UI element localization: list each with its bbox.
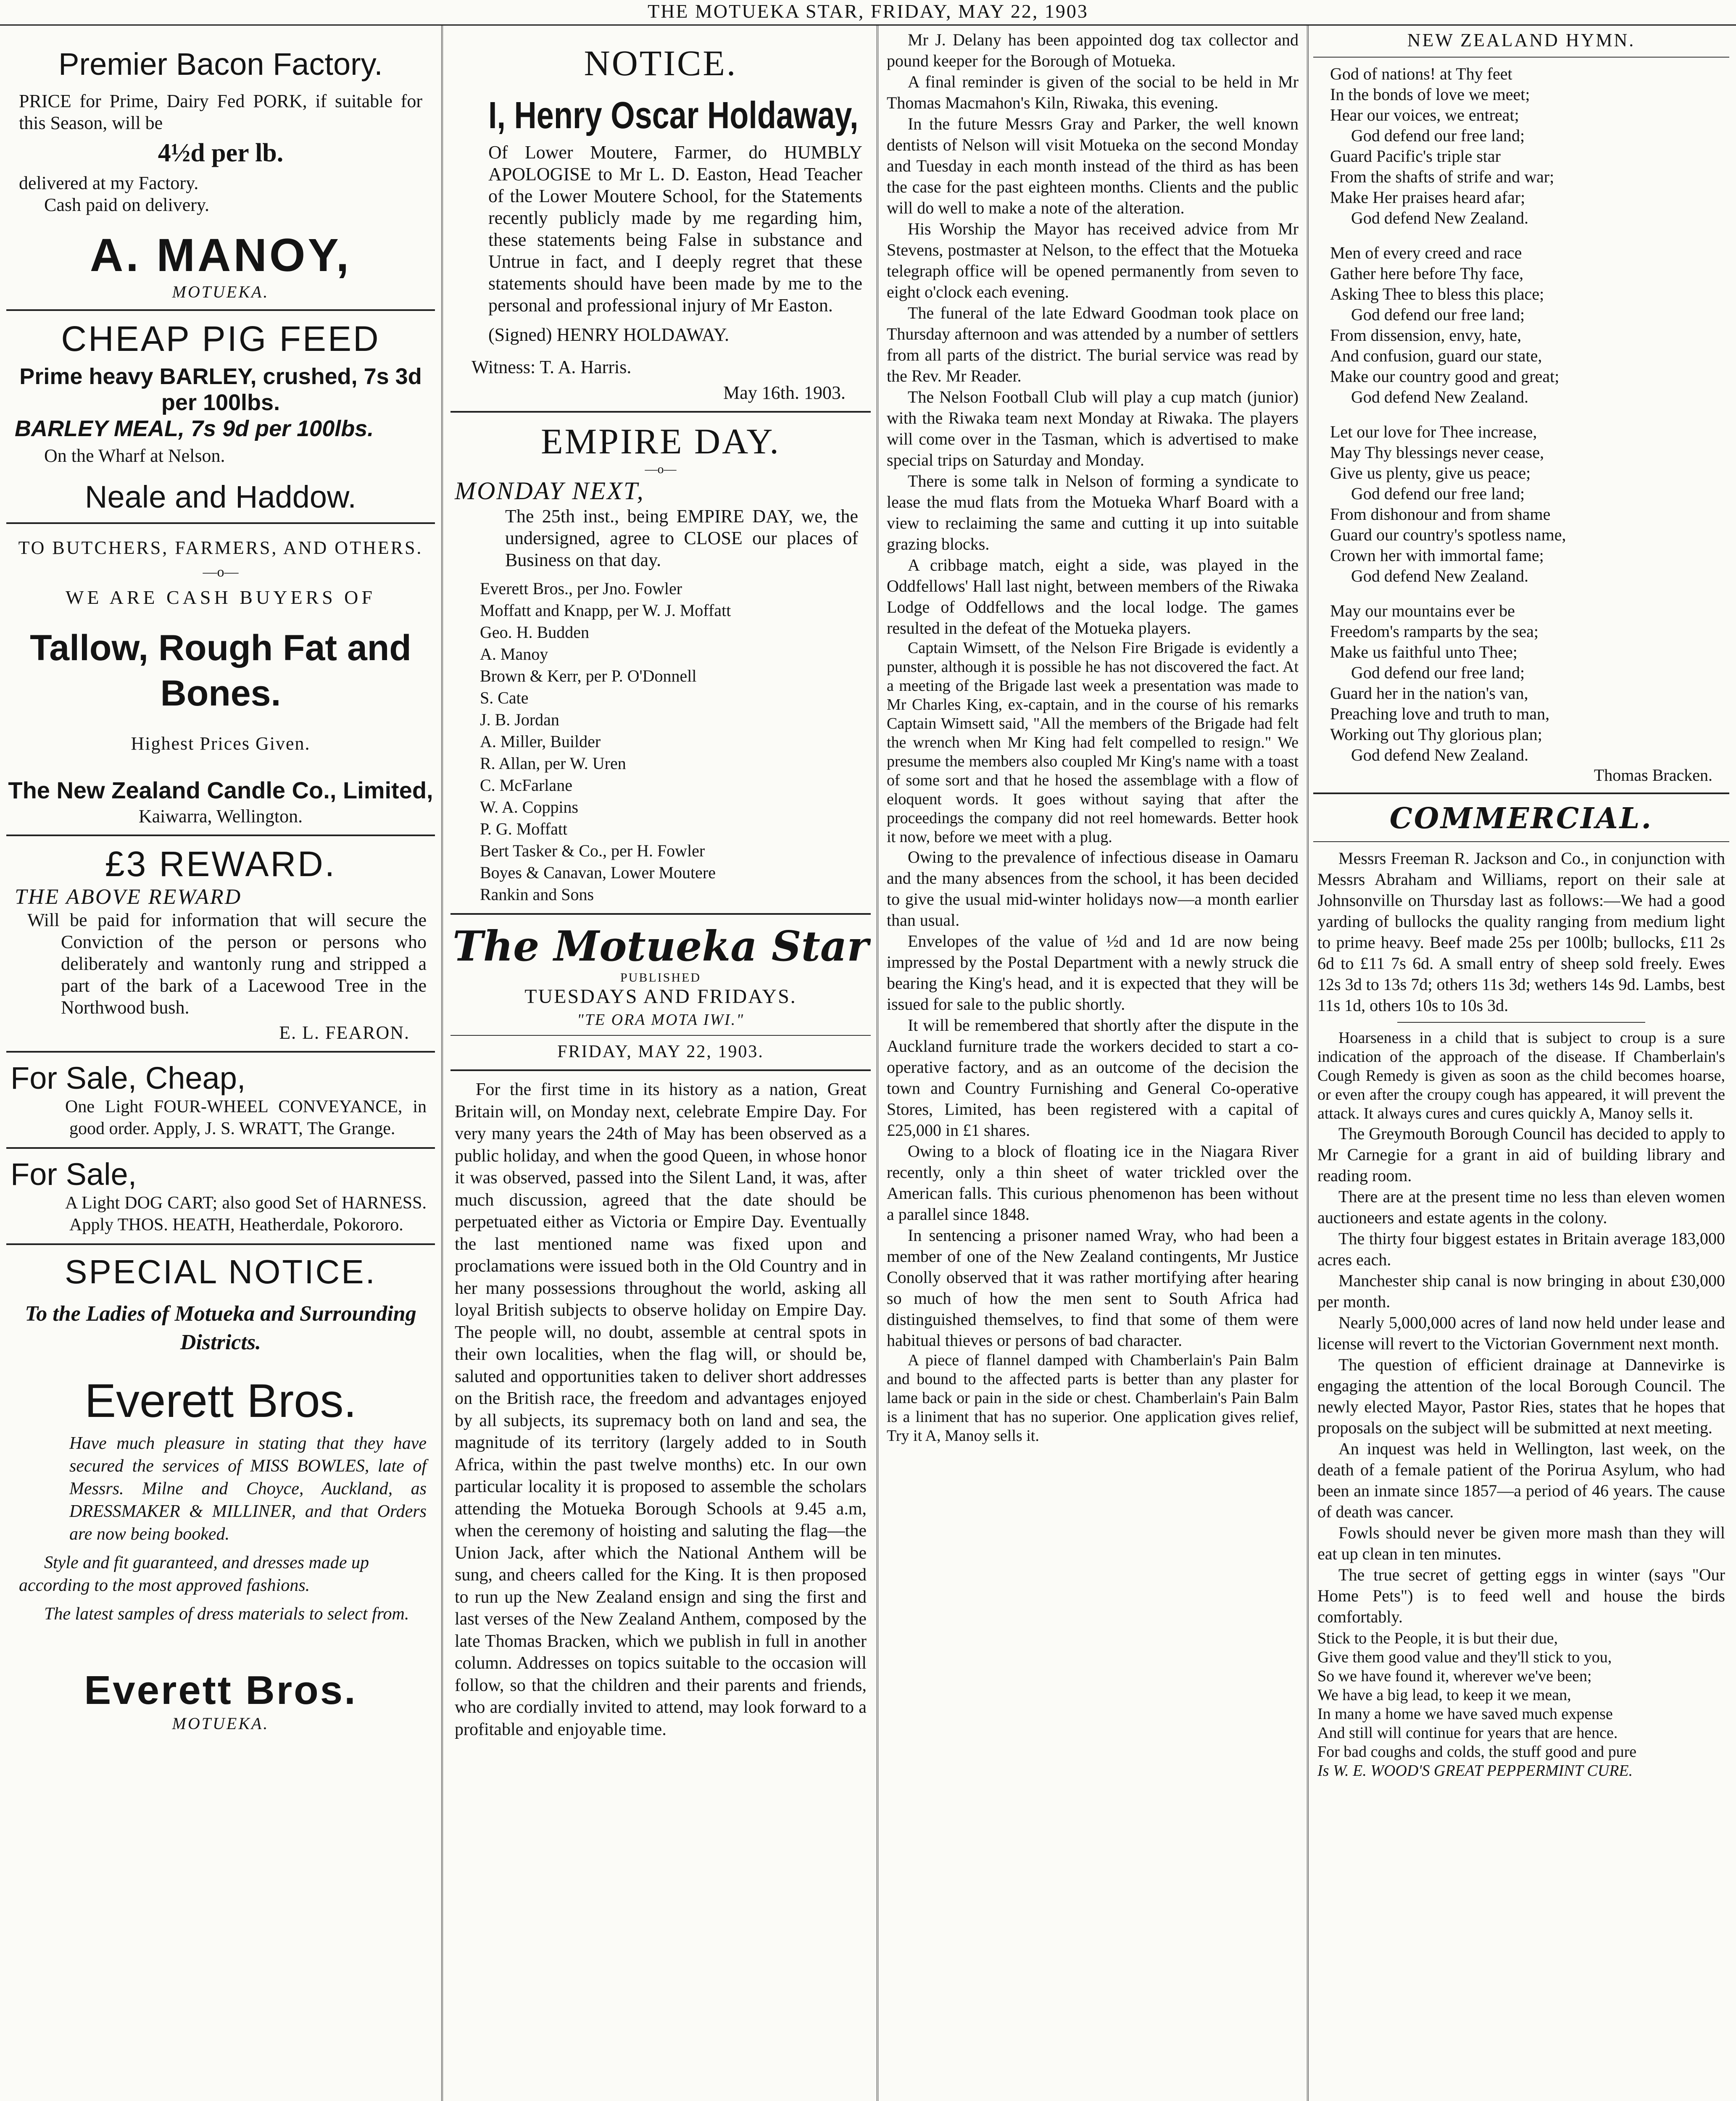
hymn-line: God defend our free land; [1351, 663, 1525, 682]
verse-line: We have a big lead, to keep it we mean, [1317, 1686, 1571, 1704]
manoy-name: A. MANOY, [90, 229, 352, 281]
column-rule [1307, 25, 1309, 2101]
paper-title: The Motueka Star [452, 922, 869, 971]
news-paragraph: An inquest was held in Wellington, last week, on the death of a female patient of the Porirua Asylum, who had been an inmate since 1857—a period of 46 years. The cause of death was cancer. [1317, 1439, 1725, 1521]
news-paragraph: The Nelson Football Club will play a cup match (junior) with the Riwaka team next Monday at Riwaka. The players will come over in the Tasman, which is advertised to make special trips on Saturday and Monday. [887, 387, 1299, 469]
news-paragraph: In sentencing a prisoner named Wray, who had been a member of one of the New Zealand contingents, Mr Justice Conolly observed that it was rather mortifying after hearing so much of how the men sent to South Africa had distinguished themselves, to find that some of them were habitual thieves or persons of bad character. [887, 1226, 1299, 1350]
hymn-line: From dishonour and from shame [1330, 505, 1551, 524]
hymn-line: Give us plenty, give us peace; [1330, 463, 1531, 482]
hymn-line: Make our country good and great; [1330, 367, 1560, 386]
notice-signed: (Signed) HENRY HOLDAWAY. [488, 324, 729, 345]
paper-dateline: FRIDAY, MAY 22, 1903. [557, 1042, 764, 1061]
hymn-line: God defend our free land; [1351, 484, 1525, 503]
local-news-bottom [882, 847, 1303, 1351]
hymn-line: Guard her in the nation's van, [1330, 684, 1528, 703]
pig-feed-meal: BARLEY MEAL, 7s 9d per 100lbs. [15, 416, 374, 441]
news-paragraph: Nearly 5,000,000 acres of land now held under lease and license will revert to the Victorian Government next month. [1317, 1313, 1725, 1353]
signatory: C. McFarlane [480, 776, 572, 795]
hymn-line: Crown her with immortal fame; [1330, 546, 1544, 565]
hymn-line: Guard our country's spotless name, [1330, 525, 1566, 544]
news-paragraph: There is some talk in Nelson of forming a syndicate to lease the mud flats from the Motueka Wharf Board with a view to reclaiming the same and cutting it up into suitable grazing blocks. [887, 471, 1299, 553]
divider [6, 309, 435, 311]
signatory: S. Cate [480, 688, 529, 707]
sale-cheap-text: One Light FOUR-WHEEL CONVEYANCE, in good order. Apply, J. S. WRATT, The Grange. [65, 1097, 427, 1138]
news-paragraph: Manchester ship canal is now bringing in about £30,000 per month. [1317, 1271, 1725, 1311]
separator: —o— [203, 564, 239, 580]
signatory: Bert Tasker & Co., per H. Fowler [480, 841, 705, 860]
verse-line: Is W. E. WOOD'S GREAT PEPPERMINT CURE. [1317, 1762, 1633, 1780]
hymn-title: NEW ZEALAND HYMN. [1407, 30, 1636, 50]
divider [6, 1051, 435, 1053]
verse-line: And still will continue for years that are hence. [1317, 1724, 1618, 1742]
hymn-line: Make us faithful unto Thee; [1330, 642, 1517, 661]
sale-title: For Sale, [11, 1157, 137, 1192]
pig-feed-barley: Prime heavy BARLEY, crushed, 7s 3d per 100lbs. [19, 364, 422, 415]
signatory: Boyes & Canavan, Lower Moutere [480, 863, 716, 882]
divider [1313, 57, 1729, 58]
pig-feed-title: CHEAP PIG FEED [61, 319, 380, 358]
verse-line: Stick to the People, it is but their due, [1317, 1630, 1558, 1647]
divider [6, 835, 435, 836]
highest-prices: Highest Prices Given. [131, 733, 311, 754]
hymn-line: In the bonds of love we meet; [1330, 85, 1530, 104]
paper-published: PUBLISHED [620, 971, 701, 985]
candle-place: Kaiwarra, Wellington. [138, 806, 303, 827]
hymn-line: God defend our free land; [1351, 126, 1525, 145]
divider [450, 1069, 871, 1071]
reward-text: Will be paid for information that will secure the Conviction of the person or persons who deliberately and wantonly rung and stripped a part of the bark of a Lacewood Tree in the Northwood bush. [27, 910, 427, 1018]
news-paragraph: In the future Messrs Gray and Parker, the well known dentists of Nelson will visit Motueka on the second Monday and Tuesday in each month instead of the third as has been the case for the past eighteen months. Clients and the public will do well to make a note of the alteration. [887, 114, 1299, 217]
news-paragraph: Envelopes of the value of ½d and 1d are now being impressed by the Postal Department with a newly struck die bearing the King's head, and it is expected that they will be issued for sale to the public shortly. [887, 932, 1299, 1014]
hymn-line: Gather here before Thy face, [1330, 264, 1524, 283]
empire-monday: MONDAY NEXT, [455, 477, 645, 505]
news-paragraph: A cribbage match, eight a side, was played in the Oddfellows' Hall last night, between members of the Riwaka Lodge of Oddfellows and the local lodge. The games resulted in the defeat of the Motueka players. [887, 556, 1299, 637]
tallow-heading: Tallow, Rough Fat and Bones. [30, 628, 411, 713]
masthead: THE MOTUEKA STAR, FRIDAY, MAY 22, 1903 [648, 0, 1088, 22]
news-paragraph: The question of efficient drainage at Dannevirke is engaging the attention of the local Borough Council. The newly elected Mayor, Pastor Ries, states that he hopes that proposals on the subject will be submitted at next meeting. [1317, 1355, 1725, 1437]
hymn-line: May our mountains ever be [1330, 601, 1515, 620]
hymn-line: And confusion, guard our state, [1330, 346, 1542, 365]
divider [450, 411, 871, 413]
hymn-line: God defend New Zealand. [1351, 566, 1529, 585]
hymn-line: Men of every creed and race [1330, 243, 1522, 262]
reward-subtitle: THE ABOVE REWARD [15, 885, 242, 909]
hymn-line: Working out Thy glorious plan; [1330, 725, 1542, 744]
hoarseness-advert: Hoarseness in a child that is subject to croup is a sure indication of the approach of the disease. If Chamberlain's Cough Remedy is given as soon as the child becomes hoarse, or even after the croupy cough has appeared, it will prevent the attack. It always cures and cures quickly A, Manoy sells it. [1317, 1029, 1725, 1122]
paper-days: TUESDAYS AND FRIDAYS. [524, 985, 797, 1008]
news-paragraph: A final reminder is given of the social to be held in Mr Thomas Macmahon's Kiln, Riwaka, this evening. [887, 72, 1299, 112]
divider [1313, 792, 1729, 794]
divider [1397, 1022, 1645, 1023]
divider [6, 1147, 435, 1149]
signatory: A. Miller, Builder [480, 732, 601, 751]
divider [1313, 841, 1729, 842]
hymn-line: Freedom's ramparts by the sea; [1330, 622, 1538, 641]
empire-separator: —o— [645, 462, 677, 476]
everett-title: Everett Bros. [84, 1374, 357, 1427]
editorial-text: For the first time in its history as a nation, Great Britain will, on Monday next, celebrate Empire Day. For very many years the 24th of May has been observed as a public holiday, and when the good Queen, in whose honor it was observed, passed into the Silent Land, it was, after much discussion, agreed that the date should be perpetuated either as Victoria or Empire Day. Eventually the last mentioned name was fixed upon and proclamations were issued both in the Old Country and in her many possessions throughout the world, asking all loyal British subjects to observe holiday on Empire Day. The people will, no doubt, assemble at central spots in their own localities, when the flag will, or should be, saluted and opportunities taken to deliver short addresses on the British race, the freedom and advantages enjoyed by all subjects, its supremacy both on land and sea, the magnitude of its territory (largely added to in South Africa, within the past twelve months) etc. In our own particular locality it is proposed to assemble the scholars attending the Motueka Borough Schools at 9.45 a.m, when the ceremony of hoisting and saluting the flag—the Union Jack, after which the National Anthem will be sung, and cheers called for the King. It is then proposed to run up the New Zealand ensign and sing the first and last verses of the New Zealand Anthem, composed by the late Thomas Bracken, which we publish in full in another column. Addresses on topics suitable to the occasion will follow, so that the children and their parents and friends, who are cordially invited to attend, may look forward to a profitable and enjoyable time. [455, 1080, 867, 1739]
hymn-line: Preaching love and truth to man, [1330, 704, 1550, 723]
news-paragraph: Owing to a block of floating ice in the Niagara River recently, only a thin sheet of water trickled over the American falls. This curious phenomenon has been without a parallel since 1848. [887, 1142, 1299, 1224]
wimsett-story: Captain Wimsett, of the Nelson Fire Brigade is evidently a punster, although it is possible he has not discovered the fact. At a meeting of the Brigade last week a presentation was made to Mr Charles King, ex-captain, and in the course of his remarks Captain Wimsett said, "All the members of the Brigade had felt the wrench when Mr King had felt compelled to resign." We presume the members also coupled Mr King's name with a toast of some sort and that he hosed the assemblage with a flow of eloquent words. It goes without saying that after the proceedings the company did not reel homewards. Better hook it now, before we meet with a plug. [887, 639, 1299, 846]
signatory: R. Allan, per W. Uren [480, 754, 626, 773]
masthead-rule [0, 24, 1736, 26]
column-rule [877, 25, 878, 2101]
signatory: Rankin and Sons [480, 885, 594, 904]
hymn-line: God defend New Zealand. [1351, 208, 1529, 227]
news-paragraph: Mr J. Delany has been appointed dog tax collector and pound keeper for the Borough of Motueka. [887, 30, 1299, 70]
verse-line: Give them good value and they'll stick to you, [1317, 1648, 1612, 1666]
signatory: A. Manoy [480, 645, 548, 663]
news-paragraph: There are at the present time no less than eleven women auctioneers and estate agents in the colony. [1317, 1187, 1725, 1227]
divider [450, 913, 871, 915]
reward-title: £3 REWARD. [105, 844, 337, 884]
column-1-advertisements [6, 29, 435, 2101]
neale-haddow: Neale and Haddow. [85, 479, 356, 514]
hymn-line: God of nations! at Thy feet [1330, 64, 1512, 83]
hymn-line: Hear our voices, we entreat; [1330, 105, 1519, 124]
signatory: J. B. Jordan [480, 710, 559, 729]
candle-company: The New Zealand Candle Co., Limited, [8, 777, 433, 803]
everett-style: Style and fit guaranteed, and dresses made up according to the most approved fashions. [19, 1553, 369, 1595]
news-paragraph: The Greymouth Borough Council has decided to apply to Mr Carnegie for a grant in aid of building library and reading room. [1317, 1124, 1725, 1185]
column-3-local-news [882, 29, 1303, 2101]
news-paragraph: Fowls should never be given more mash than they will eat up clean in ten minutes. [1317, 1523, 1725, 1563]
commercial-title: COMMERCIAL. [1389, 802, 1653, 835]
hymn-line [1330, 586, 1729, 600]
hymn-line: From the shafts of strife and war; [1330, 167, 1554, 186]
col4-news [1313, 1123, 1729, 1627]
signatory: Brown & Kerr, per P. O'Donnell [480, 666, 697, 685]
hymn-line: God defend New Zealand. [1351, 745, 1529, 764]
hymn-line: Asking Thee to bless this place; [1330, 284, 1544, 303]
empire-day-title: EMPIRE DAY. [541, 421, 780, 461]
hymn-verses [1313, 63, 1729, 765]
divider [6, 1243, 435, 1245]
verse-line: In many a home we have saved much expense [1317, 1705, 1613, 1723]
verse-line: So we have found it, wherever we've been; [1317, 1667, 1592, 1685]
signatory: W. A. Coppins [480, 798, 579, 816]
bacon-cash: Cash paid on delivery. [44, 195, 210, 215]
paper-motto: "TE ORA MOTA IWI." [577, 1011, 745, 1029]
news-paragraph: Owing to the prevalence of infectious disease in Oamaru and the many absences from the school, it has been decided to give the usual mid-winter holidays now—a month earlier than usual. [887, 848, 1299, 929]
butchers-heading: TO BUTCHERS, FARMERS, AND OTHERS. [18, 537, 423, 558]
special-notice-subtitle: To the Ladies of Motueka and Surrounding Districts. [25, 1302, 416, 1354]
notice-date: May 16th. 1903. [723, 382, 846, 403]
news-paragraph: The funeral of the late Edward Goodman took place on Thursday afternoon and was attended by a number of settlers from all parts of the district. The burial service was read by the Rev. Mr Reader. [887, 303, 1299, 385]
hymn-line: God defend our free land; [1351, 305, 1525, 324]
notice-witness: Witness: T. A. Harris. [472, 357, 632, 377]
everett-place: MOTUEKA. [172, 1714, 269, 1733]
signatory: Geo. H. Budden [480, 623, 589, 642]
hymn-line: Make Her praises heard afar; [1330, 188, 1525, 207]
bacon-factory-title: Premier Bacon Factory. [58, 47, 383, 82]
flannel-advert: A piece of flannel damped with Chamberlain's Pain Balm and bound to the affected parts is better than any plaster for lame back or pain in the side or chest. Chamberlain's Pain Balm is a liniment that has no superior. One application gives relief, Try it A, Manoy sells it. [887, 1351, 1299, 1445]
column-4-hymn-commercial [1313, 29, 1729, 2101]
everett-text: Have much pleasure in stating that they have secured the services of MISS BOWLES, late of Messrs. Milne and Choyce, Auckland, as DRESSMAKER & MILLINER, and that Orders are now being booked. [69, 1434, 427, 1544]
hymn-line: May Thy blessings never cease, [1330, 443, 1544, 462]
special-notice-title: SPECIAL NOTICE. [65, 1253, 377, 1290]
hymn-author: Thomas Bracken. [1594, 766, 1712, 785]
column-rule [441, 25, 443, 2101]
hymn-line: Let our love for Thee increase, [1330, 422, 1537, 441]
everett-samples: The latest samples of dress materials to select from. [44, 1604, 409, 1624]
empire-text: The 25th inst., being EMPIRE DAY, we, the undersigned, agree to CLOSE our places of Business on that day. [505, 506, 858, 570]
commercial-text: Messrs Freeman R. Jackson and Co., in conjunction with Messrs Abraham and Williams, report on their sale at Johnsonville on Thursday last as follows:—We had a good yarding of bullocks the quality ranging from medium light to prime heavy. Beef made 25s per 100lb; bullocks, £11 2s 6d to £11 7s 6d. A small entry of sheep sold freely. Ewes 12s 3d to 13s 7d; others 11s 3d; wethers 14s 9d. Lambs, best 11s 1d, others 10s to 10s 3d. [1317, 849, 1725, 1015]
divider [6, 522, 435, 524]
reward-signature: E. L. FEARON. [279, 1022, 410, 1043]
manoy-place: MOTUEKA. [172, 282, 269, 301]
bacon-text: PRICE for Prime, Dairy Fed PORK, if suitable for this Season, will be [19, 91, 422, 133]
signatory-list [450, 578, 871, 906]
signatory: Everett Bros., per Jno. Fowler [480, 579, 682, 598]
hymn-line [1330, 228, 1729, 242]
sale-cheap-title: For Sale, Cheap, [11, 1061, 246, 1095]
sale-text: A Light DOG CART; also good Set of HARNESS. Apply THOS. HEATH, Heatherdale, Pokororo. [65, 1193, 427, 1235]
pig-feed-wharf: On the Wharf at Nelson. [44, 445, 225, 466]
bacon-price: 4½d per lb. [158, 139, 284, 167]
everett-bottom: Everett Bros. [84, 1668, 357, 1713]
notice-name: I, Henry Oscar Holdaway, [488, 95, 859, 137]
hymn-line: Guard Pacific's triple star [1330, 147, 1501, 166]
news-paragraph: His Worship the Mayor has received advice from Mr Stevens, postmaster at Nelson, to the effect that the Motueka telegraph office will be opened permanently from seven to eight o'clock each evening. [887, 219, 1299, 301]
news-paragraph: The thirty four biggest estates in Britain average 183,000 acres each. [1317, 1229, 1725, 1269]
cash-buyers: WE ARE CASH BUYERS OF [66, 587, 376, 608]
column-2-notices [450, 29, 871, 2101]
news-paragraph: It will be remembered that shortly after the dispute in the Auckland furniture trade the workers decided to start a co-operative factory, and as an outcome of the decision the town and Country Furnishing and General Co-operative Stores, Limited, has been registered with a capital of £25,000 in £1 shares. [887, 1016, 1299, 1140]
signatory: Moffatt and Knapp, per W. J. Moffatt [480, 601, 731, 620]
divider [450, 1035, 871, 1036]
bacon-delivered: delivered at my Factory. [19, 173, 199, 193]
news-paragraph: The true secret of getting eggs in winter (says "Our Home Pets") is to feed well and house the birds comfortably. [1317, 1565, 1725, 1626]
signatory: P. G. Moffatt [480, 819, 568, 838]
notice-title: NOTICE. [584, 43, 738, 83]
peppermint-verse [1313, 1627, 1729, 1780]
hymn-line [1330, 407, 1729, 421]
hymn-line: God defend New Zealand. [1351, 387, 1529, 406]
hymn-line: From dissension, envy, hate, [1330, 326, 1522, 345]
verse-line: For bad coughs and colds, the stuff good and pure [1317, 1743, 1637, 1761]
notice-text: Of Lower Moutere, Farmer, do HUMBLY APOLOGISE to Mr L. D. Easton, Head Teacher of the Lower Moutere School, for the Statements recently publicly made by me regarding him, these statements being False in substance and Untrue in fact, and I deeply regret that these statements should have been made by me to the personal and professional injury of Mr Easton. [488, 142, 862, 316]
local-news-top [882, 29, 1303, 639]
